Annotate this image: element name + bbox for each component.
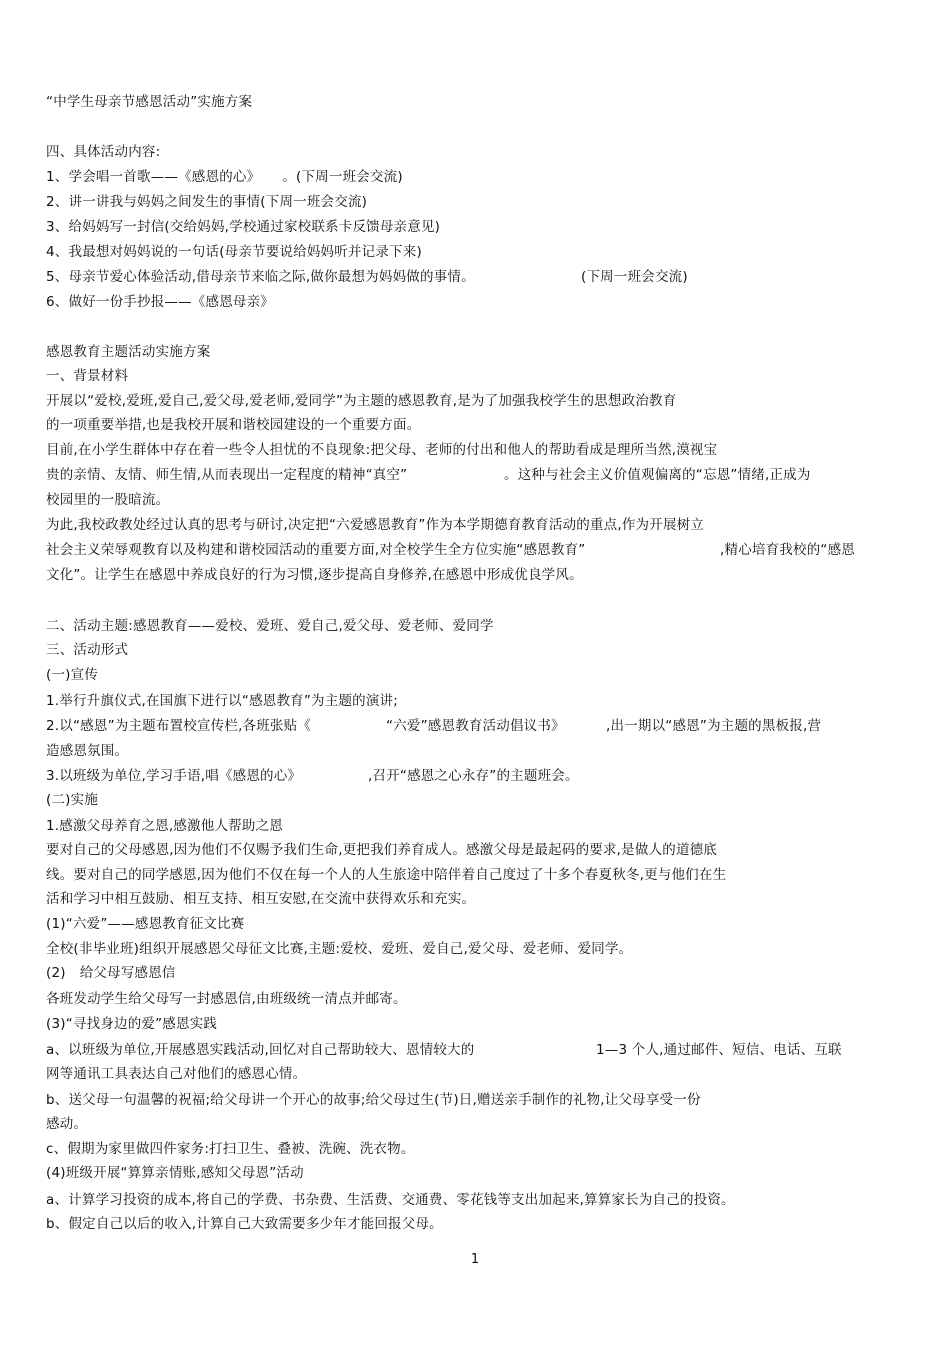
subsection-heading: (4)班级开展“算算亲情账,感知父母恩”活动 <box>46 1165 304 1181</box>
paragraph-line: 网等通讯工具表达自己对他们的感恩心情。 <box>46 1066 307 1082</box>
page-number: 1 <box>470 1252 480 1267</box>
subsection-heading: (2) 给父母写感恩信 <box>46 965 176 981</box>
paragraph-line: 3.以班级为单位,学习手语,唱《感恩的心》 ,召开“感恩之心永存”的主题班会。 <box>46 768 579 784</box>
plan-title: 感恩教育主题活动实施方案 <box>46 344 211 360</box>
paragraph-line: 为此,我校政教处经过认真的思考与研讨,决定把“六爱感恩教育”作为本学期德育教育活动的重点,作为开展树立 <box>46 517 705 533</box>
list-item: 3、给妈妈写一封信(交给妈妈,学校通过家校联系卡反馈母亲意见) <box>46 219 441 235</box>
list-item: 1、学会唱一首歌——《感恩的心》 。(下周一班会交流) <box>46 169 403 185</box>
paragraph-line: 目前,在小学生群体中存在着一些令人担忧的不良现象:把父母、老师的付出和他人的帮助看成是理所当然,漠视宝 <box>46 442 718 458</box>
paragraph-line: 1.举行升旗仪式,在国旗下进行以“感恩教育”为主题的演讲; <box>46 693 399 709</box>
paragraph-line: 贵的亲情、友情、师生情,从而表现出一定程度的精神“真空” 。这种与社会主义价值观偏离的“忘恩”情绪,正成为 <box>46 467 811 483</box>
section-heading: 二、活动主题:感恩教育——爱校、爱班、爱自己,爱父母、爱老师、爱同学 <box>46 618 494 634</box>
list-item: 5、母亲节爱心体验活动,借母亲节来临之际,做你最想为妈妈做的事情。 (下周一班会交流) <box>46 269 688 285</box>
subsection-heading: (3)“寻找身边的爱”感恩实践 <box>46 1016 218 1032</box>
paragraph-line: c、假期为家里做四件家务:打扫卫生、叠被、洗碗、洗衣物。 <box>46 1141 415 1157</box>
list-item: 6、做好一份手抄报——《感恩母亲》 <box>46 294 274 310</box>
page-title: “中学生母亲节感恩活动”实施方案 <box>46 94 253 110</box>
subsection-heading: (1)“六爱”——感恩教育征文比赛 <box>46 916 245 932</box>
subsection-heading: (二)实施 <box>46 792 99 808</box>
paragraph-line: 要对自己的父母感恩,因为他们不仅赐予我们生命,更把我们养育成人。感激父母是最起码的要求,是做人的道德底 <box>46 842 718 858</box>
paragraph-line: a、以班级为单位,开展感恩实践活动,回忆对自己帮助较大、恩情较大的 1—3 个人,通过邮件、短信、电话、互联 <box>46 1042 842 1058</box>
paragraph-line: 文化”。让学生在感恩中养成良好的行为习惯,逐步提高自身修养,在感恩中形成优良学风。 <box>46 567 583 583</box>
paragraph-line: 造感恩氛围。 <box>46 743 129 759</box>
list-item: 4、我最想对妈妈说的一句话(母亲节要说给妈妈听并记录下来) <box>46 244 422 260</box>
paragraph-line: 1.感激父母养育之恩,感激他人帮助之恩 <box>46 818 283 834</box>
subsection-heading: (一)宣传 <box>46 667 99 683</box>
paragraph-line: 活和学习中相互鼓励、相互支持、相互安慰,在交流中获得欢乐和充实。 <box>46 891 476 907</box>
paragraph-line: 的一项重要举措,也是我校开展和谐校园建设的一个重要方面。 <box>46 417 421 433</box>
paragraph-line: 社会主义荣辱观教育以及构建和谐校园活动的重要方面,对全校学生全方位实施“感恩教育” ,精心培育我校的“感恩 <box>46 542 855 558</box>
section-heading: 四、具体活动内容: <box>46 144 161 160</box>
paragraph-line: 2.以“感恩”为主题布置校宣传栏,各班张贴《 “六爱”感恩教育活动倡议书》 ,出一期以“感恩”为主题的黑板报,营 <box>46 718 822 734</box>
paragraph-line: 校园里的一股暗流。 <box>46 492 170 508</box>
paragraph-line: 各班发动学生给父母写一封感恩信,由班级统一清点并邮寄。 <box>46 991 407 1007</box>
paragraph-line: b、送父母一句温馨的祝福;给父母讲一个开心的故事;给父母过生(节)日,赠送亲手制作的礼物,让父母享受一份 <box>46 1092 701 1108</box>
section-heading: 三、活动形式 <box>46 642 129 658</box>
section-heading: 一、背景材料 <box>46 368 129 384</box>
paragraph-line: 开展以“爱校,爱班,爱自己,爱父母,爱老师,爱同学”为主题的感恩教育,是为了加强我校学生的思想政治教育 <box>46 393 677 409</box>
paragraph-line: 感动。 <box>46 1116 88 1132</box>
paragraph-line: 线。要对自己的同学感恩,因为他们不仅在每一个人的人生旅途中陪伴着自己度过了十多个春夏秋冬,更与他们在生 <box>46 867 727 883</box>
paragraph-line: 全校(非毕业班)组织开展感恩父母征文比赛,主题:爱校、爱班、爱自己,爱父母、爱老师、爱同学。 <box>46 941 633 957</box>
list-item: 2、讲一讲我与妈妈之间发生的事情(下周一班会交流) <box>46 194 368 210</box>
paragraph-line: b、假定自己以后的收入,计算自己大致需要多少年才能回报父母。 <box>46 1216 443 1232</box>
paragraph-line: a、计算学习投资的成本,将自己的学费、书杂费、生活费、交通费、零花钱等支出加起来,算算家长为自己的投资。 <box>46 1192 735 1208</box>
